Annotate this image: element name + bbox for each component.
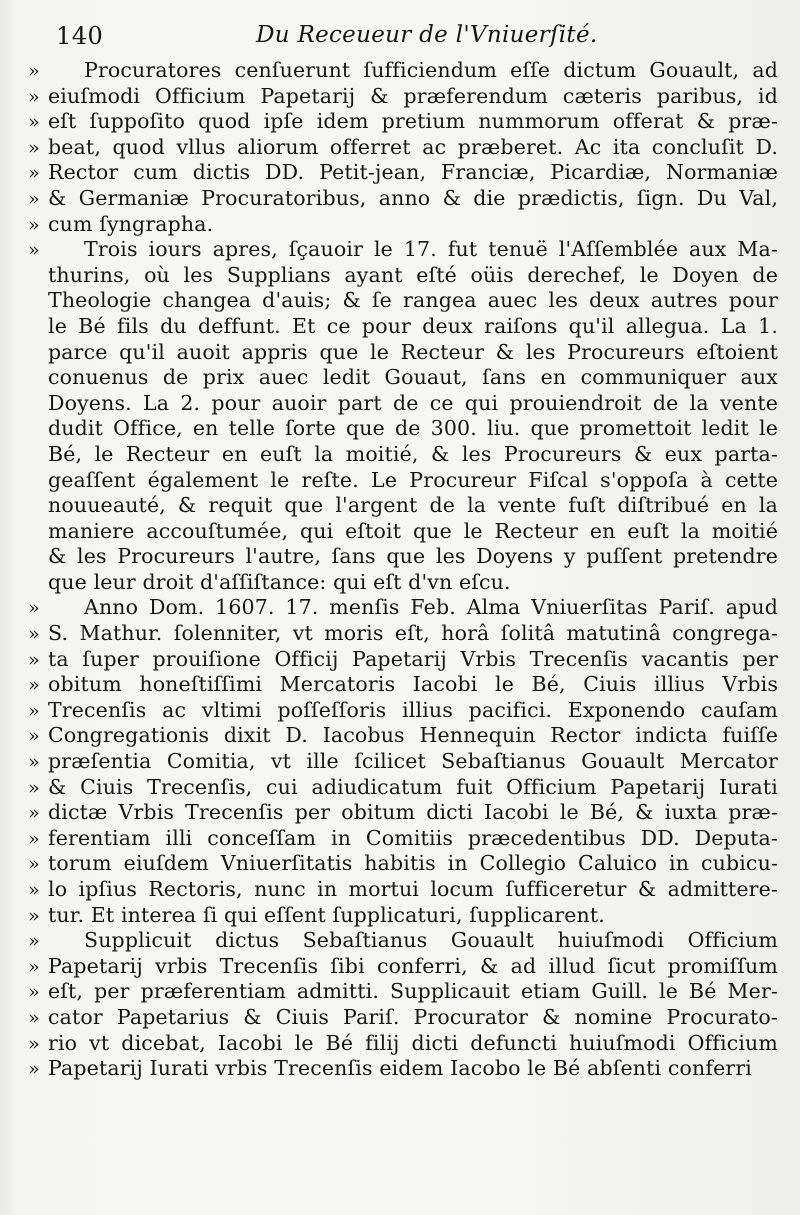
line-text: thurins, où les Supplians ayant eſté oüis derechef, le Doyen de: [48, 262, 778, 287]
text-line: [28, 954, 780, 980]
text-line: [28, 749, 780, 775]
line-text: præſentia Comitia, vt ille ſcilicet Sebaſtianus Gouault Mercator: [48, 749, 778, 774]
line-text: obitum honeſtiſſimi Mercatoris Iacobi le Bé, Ciuis illius Vrbis: [48, 672, 778, 697]
line-text: Trois iours apres, ſçauoir le 17. fut tenuë l'Aſſemblée aux Ma-: [84, 237, 778, 262]
quotation-marker: »: [28, 213, 40, 236]
line-text: eſt, per præferentiam admitti. Supplicauit etiam Guill. le Bé Mer-: [48, 979, 778, 1004]
text-line: [28, 621, 780, 647]
text-line: [28, 340, 780, 366]
line-text: Supplicuit dictus Sebaſtianus Gouault huiuſmodi Officium: [84, 928, 778, 953]
line-text: cum ſyngrapha.: [48, 211, 214, 236]
line-text: cator Papetarius & Ciuis Pariſ. Procurator & nomine Procurato-: [48, 1004, 778, 1029]
quotation-marker: »: [28, 725, 40, 748]
line-text: Anno Dom. 1607. 17. menſis Feb. Alma Vniuerſitas Pariſ. apud: [84, 595, 778, 620]
line-text: conuenus de prix auec ledit Gouaut, ſans en communiquer aux: [48, 365, 778, 390]
quotation-marker: »: [28, 776, 40, 799]
quotation-marker: »: [28, 1006, 40, 1029]
text-line: [28, 595, 780, 621]
text-line: [28, 570, 780, 596]
text-line: [28, 442, 780, 468]
page-number: 140: [56, 22, 104, 50]
text-line: [28, 237, 780, 263]
line-text: le Bé fils du deffunt. Et ce pour deux raiſons qu'il allegua. La 1.: [48, 313, 778, 338]
quotation-marker: »: [28, 187, 40, 210]
quotation-marker: »: [28, 930, 40, 953]
line-text: que leur droit d'aſſiſtance: qui eſt d'vn eſcu.: [48, 569, 511, 594]
text-line: [28, 135, 780, 161]
line-text: & Germaniæ Procuratoribus, anno & die prædictis, ſign. Du Val,: [48, 185, 778, 210]
text-line: [28, 877, 780, 903]
text-line: [28, 109, 780, 135]
text-line: [28, 58, 780, 84]
quotation-marker: »: [28, 162, 40, 185]
line-text: Rector cum dictis DD. Petit-jean, Franciæ, Picardiæ, Normaniæ: [48, 160, 778, 185]
quotation-marker: »: [28, 879, 40, 901]
text-line: [28, 672, 780, 698]
text-line: [28, 288, 780, 314]
line-text: Congregationis dixit D. Iacobus Hennequin Rector indicta fuiſſe: [48, 723, 778, 748]
text-line: [28, 212, 780, 238]
text-line: [28, 314, 780, 340]
line-text: nouueauté, & requit que l'argent de la vente fuſt diſtribué en la: [48, 493, 778, 518]
text-line: [28, 698, 780, 724]
line-text: dictæ Vrbis Trecenſis per obitum dicti Iacobi le Bé, & iuxta præ-: [48, 800, 778, 825]
quotation-marker: »: [28, 85, 40, 108]
quotation-marker: »: [28, 623, 40, 646]
quotation-marker: »: [28, 111, 40, 134]
quotation-marker: »: [28, 648, 40, 671]
line-text: tur. Et interea ſi qui eſſent ſupplicaturi, ſupplicarent.: [48, 902, 605, 927]
text-line: [28, 263, 780, 289]
line-text: maniere accouſtumée, qui eſtoit que le Recteur en euſt la moitié: [48, 518, 778, 543]
line-text: beat, quod vllus aliorum offerret ac præberet. Ac ita concluſit D.: [48, 134, 778, 159]
text-line: [28, 723, 780, 749]
text-line: [28, 84, 780, 110]
text-line: [28, 493, 780, 519]
quotation-marker: »: [28, 981, 40, 1004]
quotation-marker: »: [28, 60, 40, 82]
text-line: [28, 160, 780, 186]
text-line: [28, 1056, 780, 1082]
text-line: [28, 775, 780, 801]
quotation-marker: »: [28, 674, 40, 697]
text-line: [28, 647, 780, 673]
quotation-marker: »: [28, 853, 40, 876]
text-line: [28, 544, 780, 570]
line-text: Doyens. La 2. pour auoir part de ce qui prouiendroit de la vente: [48, 390, 778, 415]
quotation-marker: »: [28, 1032, 40, 1055]
text-line: [28, 391, 780, 417]
text-line: [28, 851, 780, 877]
quotation-marker: »: [28, 827, 40, 850]
line-text: S. Mathur. ſolenniter, vt moris eſt, horâ ſolitâ matutinâ congrega-: [48, 621, 778, 646]
quotation-marker: »: [28, 699, 40, 722]
text-line: [28, 979, 780, 1005]
paragraph: [28, 58, 780, 237]
running-title: Du Receueur de l'Vniuerſité.: [256, 22, 598, 48]
line-text: ferentiam illi conceſſam in Comitiis præcedentibus DD. Deputa-: [48, 825, 778, 850]
line-text: & Ciuis Trecenſis, cui adiudicatum fuit Officium Papetarij Iurati: [48, 774, 778, 799]
line-text: Papetarij Iurati vrbis Trecenſis eidem Iacobo le Bé abſenti conferri: [48, 1056, 752, 1081]
quotation-marker: »: [28, 1058, 40, 1081]
quotation-marker: »: [28, 751, 40, 774]
line-text: geaſſent également le reſte. Le Procureur Fiſcal s'oppoſa à cette: [48, 467, 778, 492]
text-line: [28, 416, 780, 442]
paragraph: [28, 237, 780, 595]
line-text: Procuratores cenſuerunt ſufficiendum eſſe dictum Gouault, ad: [84, 58, 778, 82]
quotation-marker: »: [28, 904, 40, 927]
line-text: & les Procureurs l'autre, ſans que les Doyens y puſſent pretendre: [48, 544, 778, 569]
text-line: [28, 186, 780, 212]
paragraph: [28, 595, 780, 928]
text-line: [28, 468, 780, 494]
quotation-marker: »: [28, 239, 40, 262]
text-line: [28, 928, 780, 954]
text-line: [28, 1005, 780, 1031]
line-text: lo ipſius Rectoris, nunc in mortui locum ſufficeretur & admittere-: [48, 877, 778, 901]
page-header: [56, 20, 756, 54]
line-text: Bé, le Recteur en euſt la moitié, & les Procureurs & eux parta-: [48, 441, 778, 466]
text-line: [28, 519, 780, 545]
body-text: [28, 58, 780, 1082]
quotation-marker: »: [28, 597, 40, 620]
line-text: eiuſmodi Officium Papetarij & præferendum cæteris paribus, id: [48, 83, 778, 108]
text-line: [28, 1031, 780, 1057]
text-line: [28, 800, 780, 826]
line-text: Theologie changea d'auis; & ſe rangea auec les deux autres pour: [48, 288, 778, 313]
line-text: dudit Office, en telle ſorte que de 300. liu. que promettoit ledit le: [48, 416, 778, 441]
line-text: eſt ſuppoſito quod ipſe idem pretium nummorum offerat & præ-: [48, 109, 778, 134]
paragraph: [28, 928, 780, 1082]
line-text: parce qu'il auoit appris que le Recteur & les Procureurs eſtoient: [48, 339, 778, 364]
line-text: torum eiuſdem Vniuerſitatis habitis in Collegio Caluico in cubicu-: [48, 851, 778, 876]
line-text: Papetarij vrbis Trecenſis ſibi conferri, & ad illud ſicut promiſſum: [48, 953, 778, 978]
line-text: Trecenſis ac vltimi poſſeſſoris illius pacifici. Exponendo cauſam: [48, 697, 778, 722]
line-text: rio vt dicebat, Iacobi le Bé filij dicti defuncti huiuſmodi Officium: [48, 1030, 778, 1055]
text-line: [28, 826, 780, 852]
text-line: [28, 365, 780, 391]
quotation-marker: »: [28, 955, 40, 978]
line-text: ta ſuper prouiſione Officij Papetarij Vrbis Trecenſis vacantis per: [48, 646, 778, 671]
quotation-marker: »: [28, 136, 40, 159]
text-line: [28, 903, 780, 929]
quotation-marker: »: [28, 802, 40, 825]
